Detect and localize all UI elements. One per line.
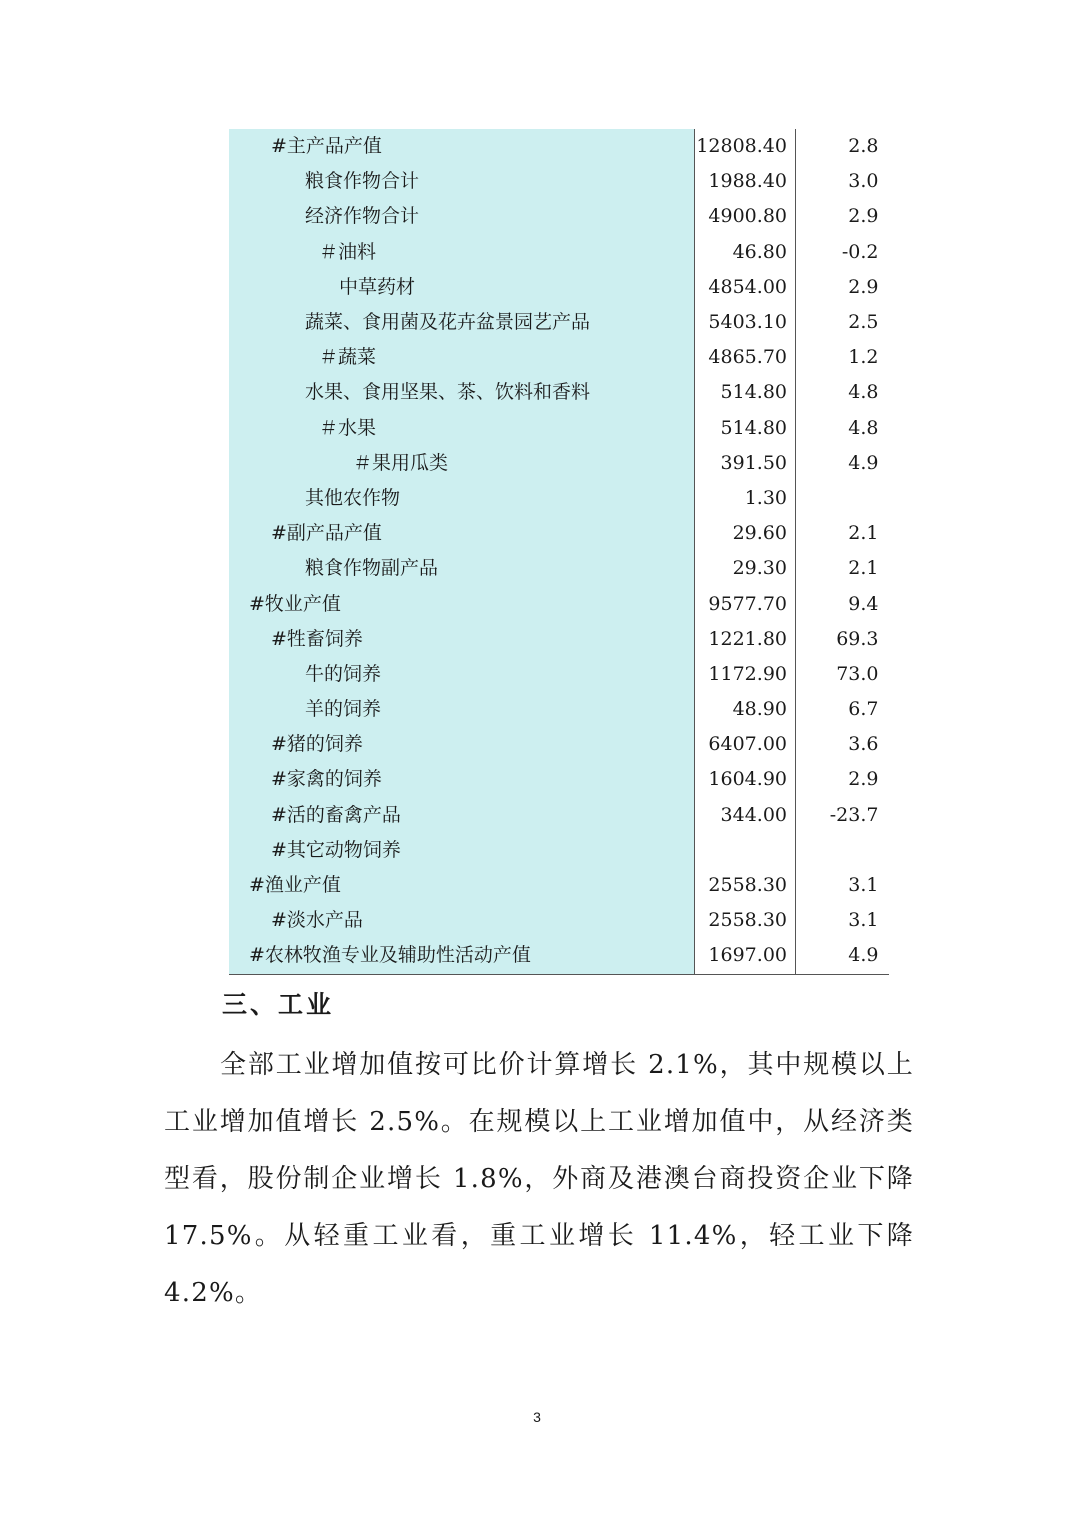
row-value: 48.90 <box>695 692 796 727</box>
row-growth: 2.9 <box>848 205 879 228</box>
row-item-name: #牲畜饲养 <box>229 622 695 657</box>
table-row <box>229 692 889 727</box>
row-item-name: #牧业产值 <box>229 586 695 621</box>
row-value: 391.50 <box>695 446 796 481</box>
row-value: 29.60 <box>695 516 796 551</box>
table-row <box>229 622 889 657</box>
row-item-name: 粮食作物副产品 <box>229 551 695 586</box>
row-value: 1604.90 <box>695 762 796 797</box>
row-item-name: #淡水产品 <box>229 903 695 938</box>
table-row <box>229 798 889 833</box>
row-value: 4900.80 <box>695 199 796 234</box>
row-item-name: ＃蔬菜 <box>229 340 695 375</box>
row-item-name: 粮食作物合计 <box>229 164 695 199</box>
row-growth: 2.1 <box>848 557 879 580</box>
row-value: 514.80 <box>695 411 796 446</box>
table-row <box>229 340 889 375</box>
row-value: 514.80 <box>695 375 796 410</box>
section-heading: 三、工业 <box>222 990 335 1019</box>
row-growth: 3.1 <box>848 874 879 897</box>
row-item-name: #活的畜禽产品 <box>229 798 695 833</box>
row-value: 4854.00 <box>695 270 796 305</box>
row-growth <box>796 481 889 516</box>
row-value: 1.30 <box>695 481 796 516</box>
table-body <box>229 129 889 974</box>
row-growth: -23.7 <box>829 803 879 826</box>
table-row <box>229 129 889 164</box>
table-row <box>229 868 889 903</box>
row-value: 12808.40 <box>695 129 796 164</box>
row-growth: 9.4 <box>848 592 879 615</box>
row-value: 4865.70 <box>695 340 796 375</box>
row-value: 1221.80 <box>695 622 796 657</box>
row-growth: 2.9 <box>848 768 879 791</box>
row-growth: 1.2 <box>848 346 879 369</box>
row-value: 6407.00 <box>695 727 796 762</box>
table-row <box>229 657 889 692</box>
row-item-name: 蔬菜、食用菌及花卉盆景园艺产品 <box>229 305 695 340</box>
row-growth: 69.3 <box>836 627 879 650</box>
row-growth: 3.0 <box>848 170 879 193</box>
table-row <box>229 762 889 797</box>
row-value: 9577.70 <box>695 586 796 621</box>
row-item-name: #猪的饲养 <box>229 727 695 762</box>
row-growth: -0.2 <box>841 240 879 263</box>
row-value: 1988.40 <box>695 164 796 199</box>
row-item-name: #主产品产值 <box>229 129 695 164</box>
table-row <box>229 833 889 868</box>
row-item-name: 牛的饲养 <box>229 657 695 692</box>
row-item-name: 羊的饲养 <box>229 692 695 727</box>
table-row <box>229 516 889 551</box>
table-row <box>229 938 889 974</box>
table-row <box>229 235 889 270</box>
row-growth: 2.9 <box>848 275 879 298</box>
row-item-name: ＃果用瓜类 <box>229 446 695 481</box>
row-value: 1172.90 <box>695 657 796 692</box>
table-row <box>229 375 889 410</box>
row-item-name: #农林牧渔专业及辅助性活动产值 <box>229 938 695 974</box>
table-row <box>229 411 889 446</box>
row-item-name: #家禽的饲养 <box>229 762 695 797</box>
row-value: 344.00 <box>695 798 796 833</box>
row-item-name: ＃水果 <box>229 411 695 446</box>
table-row <box>229 164 889 199</box>
row-growth: 6.7 <box>848 698 879 721</box>
row-value: 29.30 <box>695 551 796 586</box>
table-row <box>229 270 889 305</box>
table-row <box>229 199 889 234</box>
table-row <box>229 586 889 621</box>
row-value: 2558.30 <box>695 868 796 903</box>
row-item-name: 水果、食用坚果、茶、饮料和香料 <box>229 375 695 410</box>
industry-paragraph: 全部工业增加值按可比价计算增长 2.1%，其中规模以上工业增加值增长 2.5%。在规模以上工业增加值中，从经济类型看，股份制企业增长 1.8%，外商及港澳台商投资企业下降 17.5%。从轻重工业看，重工业增长 11.4%，轻工业下降 4.2%。 <box>164 1050 914 1308</box>
table-row <box>229 551 889 586</box>
table-row <box>229 903 889 938</box>
row-growth: 4.9 <box>796 938 889 974</box>
row-growth <box>796 833 889 868</box>
row-item-name: #其它动物饲养 <box>229 833 695 868</box>
table-row <box>229 727 889 762</box>
row-growth: 3.1 <box>848 909 879 932</box>
page-number: 3 <box>533 1409 541 1425</box>
row-growth: 2.5 <box>848 311 879 334</box>
row-item-name: 其他农作物 <box>229 481 695 516</box>
row-growth: 2.1 <box>848 522 879 545</box>
row-value: 2558.30 <box>695 903 796 938</box>
row-item-name: 中草药材 <box>229 270 695 305</box>
row-growth: 73.0 <box>836 662 879 685</box>
row-item-name: ＃油料 <box>229 235 695 270</box>
row-growth: 4.8 <box>848 381 879 404</box>
agriculture-output-table <box>229 129 889 975</box>
row-item-name: #渔业产值 <box>229 868 695 903</box>
table-row <box>229 481 889 516</box>
row-growth: 4.8 <box>848 416 879 439</box>
row-value <box>695 833 796 868</box>
row-growth: 4.9 <box>848 451 879 474</box>
row-item-name: 经济作物合计 <box>229 199 695 234</box>
row-value: 1697.00 <box>695 938 796 974</box>
row-growth: 2.8 <box>848 135 879 158</box>
row-value: 5403.10 <box>695 305 796 340</box>
table-row <box>229 446 889 481</box>
table-row <box>229 305 889 340</box>
row-item-name: #副产品产值 <box>229 516 695 551</box>
row-growth: 3.6 <box>848 733 879 756</box>
row-value: 46.80 <box>695 235 796 270</box>
